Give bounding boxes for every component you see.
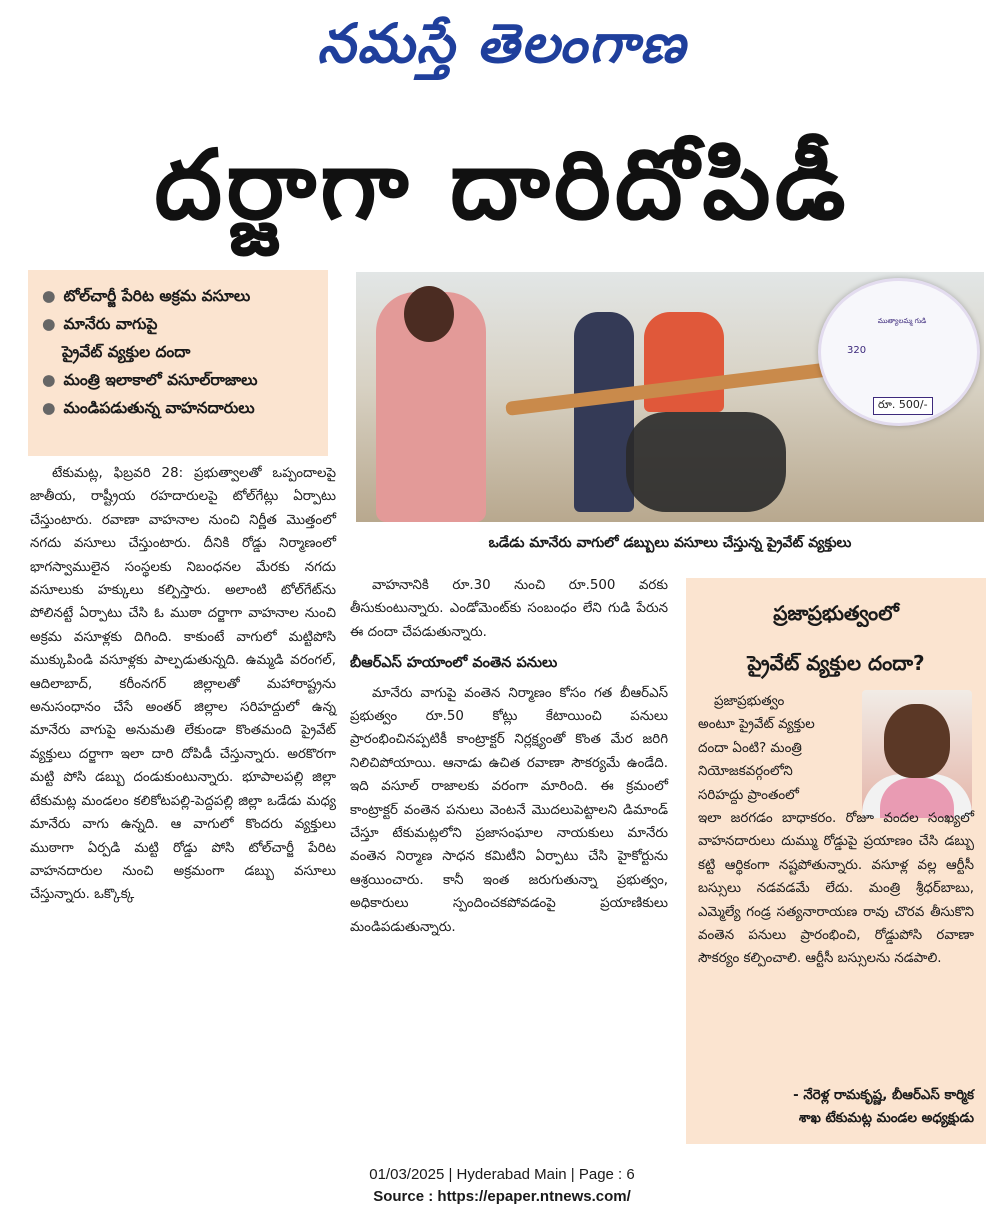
photo-motorcycle	[626, 412, 786, 512]
photo-person-masked	[376, 292, 486, 522]
highlights-box	[28, 270, 328, 456]
headline: దర్జాగా దారిదోపిడీ	[154, 129, 850, 241]
article-column-2	[350, 574, 668, 1132]
quote-sidebar	[686, 578, 986, 1144]
highlight-item: ● మండిపడుతున్న వాహనదారులు	[42, 399, 255, 417]
page-footer	[0, 1164, 1004, 1208]
highlight-item-continued: ప్రైవేట్ వ్యక్తుల దందా	[62, 343, 191, 361]
photo-ticket-inset	[818, 278, 980, 426]
ticket-header: ముత్యాలమ్మ గుడి	[877, 317, 927, 325]
footer-date-edition: 01/03/2025 | Hyderabad Main | Page : 6	[369, 1166, 635, 1183]
sidebar-quote-text: ప్రజాప్రభుత్వం అంటూ ప్రైవేట్ వ్యక్తుల దందా ఏంటి? మంత్రి నియోజకవర్గంలోని సరిహద్దు ప్రాంతంలో ఇలా జరగడం బాధాకరం. రోజూ వందల సంఖ్యలో వాహనదారులు దుమ్ము రోడ్డుపై ప్రయాణం చేసి డబ్బు కట్టి ఆర్థికంగా నష్టపోతున్నారు. వసూళ్ల వల్ల ఆర్టీసీ బస్సులు నడవడమే లేదు. మంత్రి శ్రీధర్‌బాబు, ఎమ్మెల్యే గండ్ర సత్యనారాయణ రావు చొరవ తీసుకొని వంతెన పనులు ప్రారంభించి, రోడ్డుపోసి రవాణా సౌకర్యం కల్పించాలి. ఆర్టీసీ బస్సులను నడపాలి.	[698, 694, 974, 967]
photo-person-standing	[574, 312, 634, 512]
article-paragraph: వాహనానికి రూ.30 నుంచి రూ.500 వరకు తీసుకుంటున్నారు. ఎండోమెంట్‌కు సంబంధం లేని గుడి పేరున ఈ దందా చేపడుతున్నారు.	[350, 578, 668, 640]
photo-caption: ఒడేడు మానేరు వాగులో డబ్బులు వసూలు చేస్తున్న ప్రైవేట్ వ్యక్తులు	[488, 535, 852, 551]
sidebar-attribution: - నేరెళ్ల రామకృష్ణ, బీఆర్‌ఎస్ కార్మిక శాఖ టేకుమట్ల మండల అధ్యక్షుడు	[793, 1088, 974, 1126]
article-paragraph: మానేరు వాగుపై వంతెన నిర్మాణం కోసం గత బీఆర్‌ఎస్ ప్రభుత్వం రూ.50 కోట్లు కేటాయించి పనులు ప్రారంభించినప్పటికీ కాంట్రాక్టర్ నిర్లక్ష్యంతో కొంత మేర జరిగి నిలిచిపోయాయి. ఆనాడు ఉచిత రవాణా సౌకర్యమే ఉండేది. ఇది వసూల్ రాజాలకు వరంగా మారింది. ఈ క్రమంలో కాంట్రాక్టర్ వంతెన పనులు వెంటనే మొదలుపెట్టాలని డిమాండ్ చేస్తూ టేకుమట్లలోని ప్రజాసంఘాల నాయకులు మానేరు వంతెన నిర్మాణ సాధన కమిటీని ఏర్పాటు చేసి హైకోర్టును ఆశ్రయించారు. కానీ ఇంత జరుగుతున్నా ప్రభుత్వం, అధికారులు స్పందించకపోవడంపై ప్రయాణికులు మండిపడుతున్నారు.	[350, 685, 668, 935]
article-paragraph: టేకుమట్ల, ఫిబ్రవరి 28: ప్రభుత్వాలతో ఒప్పందాలపై జాతీయ, రాష్ట్రీయ రహదారులపై టోల్‌గేట్లు ఏర్పాటు చేస్తుంటారు. రవాణా వాహనాల నుంచి నిర్ణీత మొత్తంలో నగదు వసూలు చేస్తుంటారు. దీనికి రోడ్డు నిర్మాణంలో భాగస్వాములైన సంస్థలకు నిబంధనల మేరకు నగదు వసూలుకు హక్కులు కల్పిస్తారు. అలాంటి టోల్‌గేట్‌ను పోలినట్టే ఏర్పాటు చేసి ఓ ముఠా దర్జాగా వాహనాల నుంచి అక్రమ వసూళ్లకు దిగింది. కాకుంటే వాగులో మట్టిపోసి ముక్కుపిండి వసూళ్లకు పాల్పడుతున్నది. ఉమ్మడి వరంగల్, ఆదిలాబాద్, కరీంనగర్ జిల్లాలతో మహారాష్ట్రను అనుసంధానం చేసే అంతర్ జిల్లాల సరిహద్దులో ఉన్న మానేరు వాగుపై అనుమతి లేకుండా కొంతమంది ప్రైవేట్ వ్యక్తులు దర్జాగా ఇలా దారి దోపిడీ చేస్తున్నారు. అరకొరగా మట్టి పోసి డబ్బు దండుకుంటున్నారు. భూపాలపల్లి జిల్లా టేకుమట్ల మండలం కలికోటపల్లి-పెద్దపల్లి జిల్లా ఒడేడు మధ్య మానేరు వాగు ఉన్నది. ఆ వాగులో కొందరు వ్యక్తులు ముఠాగా ఏర్పడి మట్టి రోడ్డు పోసి టోల్‌చార్జీ పేరిట వాహనదారుల నుంచి అక్రమంగా డబ్బు వసూలు చేస్తున్నారు. ఒక్కొక్క	[30, 466, 336, 903]
ticket-amount: రూ. 500/-	[873, 397, 933, 415]
footer-source: Source : https://epaper.ntnews.com/	[373, 1188, 631, 1205]
bullet-icon: ●	[42, 399, 56, 417]
article-column-1	[30, 462, 336, 1126]
highlight-item: ● టోల్‌చార్జీ పేరిట అక్రమ వసూలు	[42, 287, 251, 305]
bullet-icon: ●	[42, 371, 56, 389]
ticket-number: 320	[847, 345, 867, 356]
highlight-item: ● మానేరు వాగుపై	[42, 315, 158, 333]
bullet-icon: ●	[42, 287, 56, 305]
sidebar-title: ప్రజాప్రభుత్వంలో ప్రైవేట్ వ్యక్తుల దందా?	[747, 601, 925, 675]
highlight-item: ● మంత్రి ఇలాకాలో వసూల్‌రాజాలు	[42, 371, 258, 389]
article-subheading: బీఆర్‌ఎస్ హయాంలో వంతెన పనులు	[350, 655, 558, 672]
bullet-icon: ●	[42, 315, 56, 333]
masthead-title: నమస్తే తెలంగాణ	[317, 11, 687, 75]
news-photo	[356, 272, 984, 522]
masthead	[0, 4, 1004, 82]
